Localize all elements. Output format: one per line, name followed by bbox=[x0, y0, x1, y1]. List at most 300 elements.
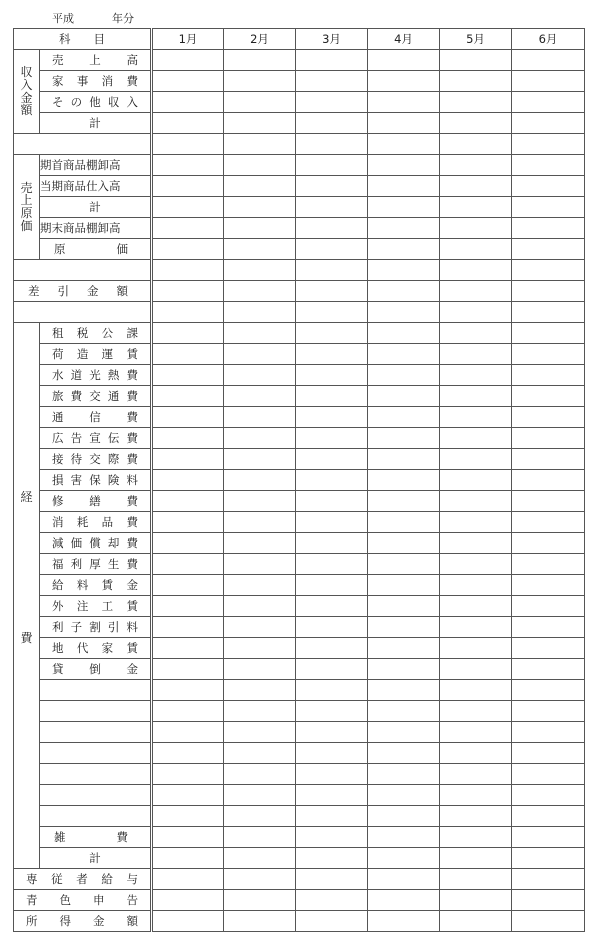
justified-label bbox=[40, 514, 150, 530]
amount-cell[interactable] bbox=[368, 575, 440, 596]
amount-cell[interactable] bbox=[296, 575, 368, 596]
amount-cell[interactable] bbox=[296, 869, 368, 890]
amount-cell[interactable] bbox=[440, 911, 512, 932]
amount-cell[interactable] bbox=[368, 239, 440, 260]
amount-cell[interactable] bbox=[512, 428, 585, 449]
amount-cell[interactable] bbox=[224, 113, 296, 134]
amount-cell[interactable] bbox=[296, 281, 368, 302]
amount-cell[interactable] bbox=[152, 533, 224, 554]
label-char: 費 bbox=[126, 494, 138, 508]
amount-cell[interactable] bbox=[152, 92, 224, 113]
amount-cell[interactable] bbox=[152, 134, 224, 155]
cost-item: 当期商品仕入高 bbox=[40, 176, 152, 197]
amount-cell[interactable] bbox=[224, 806, 296, 827]
amount-cell[interactable] bbox=[512, 722, 585, 743]
amount-cell[interactable] bbox=[296, 848, 368, 869]
amount-cell[interactable] bbox=[296, 890, 368, 911]
amount-cell[interactable] bbox=[368, 638, 440, 659]
amount-cell[interactable] bbox=[512, 176, 585, 197]
amount-cell[interactable] bbox=[512, 764, 585, 785]
amount-cell[interactable] bbox=[152, 701, 224, 722]
amount-cell[interactable] bbox=[368, 281, 440, 302]
amount-cell[interactable] bbox=[368, 806, 440, 827]
amount-cell[interactable] bbox=[224, 869, 296, 890]
amount-cell[interactable] bbox=[296, 722, 368, 743]
amount-cell[interactable] bbox=[512, 365, 585, 386]
amount-cell[interactable] bbox=[296, 911, 368, 932]
amount-cell[interactable] bbox=[224, 71, 296, 92]
label-char: 償 bbox=[89, 536, 101, 550]
amount-cell[interactable] bbox=[152, 302, 224, 323]
expense-item bbox=[40, 386, 152, 407]
amount-cell[interactable] bbox=[152, 911, 224, 932]
amount-cell[interactable] bbox=[224, 260, 296, 281]
amount-cell[interactable] bbox=[440, 848, 512, 869]
amount-cell[interactable] bbox=[440, 281, 512, 302]
amount-cell[interactable] bbox=[512, 785, 585, 806]
table-row bbox=[14, 344, 585, 365]
table-row bbox=[14, 113, 585, 134]
amount-cell[interactable] bbox=[152, 722, 224, 743]
amount-cell[interactable] bbox=[224, 512, 296, 533]
amount-cell[interactable] bbox=[224, 134, 296, 155]
amount-cell[interactable] bbox=[296, 680, 368, 701]
label-char: 費 bbox=[126, 452, 138, 466]
amount-cell[interactable] bbox=[368, 344, 440, 365]
amount-cell[interactable] bbox=[512, 302, 585, 323]
amount-cell[interactable] bbox=[368, 302, 440, 323]
amount-cell[interactable] bbox=[512, 890, 585, 911]
amount-cell[interactable] bbox=[512, 71, 585, 92]
amount-cell[interactable] bbox=[440, 533, 512, 554]
amount-cell[interactable] bbox=[440, 239, 512, 260]
amount-cell[interactable] bbox=[440, 722, 512, 743]
amount-cell[interactable] bbox=[152, 554, 224, 575]
amount-cell[interactable] bbox=[440, 575, 512, 596]
label-char: 代 bbox=[76, 641, 89, 655]
amount-cell[interactable] bbox=[152, 638, 224, 659]
amount-cell[interactable] bbox=[224, 743, 296, 764]
justified-label bbox=[14, 283, 150, 299]
amount-cell[interactable] bbox=[512, 155, 585, 176]
label-char: 光 bbox=[89, 368, 101, 382]
amount-cell[interactable] bbox=[152, 680, 224, 701]
amount-cell[interactable] bbox=[512, 239, 585, 260]
amount-cell[interactable] bbox=[512, 848, 585, 869]
table-row bbox=[14, 365, 585, 386]
label-char: 宣 bbox=[89, 431, 101, 445]
amount-cell[interactable] bbox=[440, 365, 512, 386]
amount-cell[interactable] bbox=[440, 827, 512, 848]
amount-cell[interactable] bbox=[512, 533, 585, 554]
amount-cell[interactable] bbox=[152, 239, 224, 260]
amount-cell[interactable] bbox=[152, 218, 224, 239]
amount-cell[interactable] bbox=[224, 680, 296, 701]
amount-cell[interactable] bbox=[224, 386, 296, 407]
amount-cell[interactable] bbox=[296, 491, 368, 512]
amount-cell[interactable] bbox=[440, 869, 512, 890]
amount-cell[interactable] bbox=[440, 554, 512, 575]
amount-cell[interactable] bbox=[440, 491, 512, 512]
amount-cell[interactable] bbox=[296, 743, 368, 764]
month-header: 2月 bbox=[224, 29, 296, 50]
amount-cell[interactable] bbox=[296, 827, 368, 848]
amount-cell[interactable] bbox=[440, 449, 512, 470]
amount-cell[interactable] bbox=[512, 470, 585, 491]
amount-cell[interactable] bbox=[152, 428, 224, 449]
amount-cell[interactable] bbox=[152, 827, 224, 848]
amount-cell[interactable] bbox=[368, 659, 440, 680]
amount-cell[interactable] bbox=[512, 449, 585, 470]
amount-cell[interactable] bbox=[224, 50, 296, 71]
table-row bbox=[14, 785, 585, 806]
label-char: 給 bbox=[101, 872, 113, 886]
amount-cell[interactable] bbox=[224, 596, 296, 617]
amount-cell[interactable] bbox=[296, 71, 368, 92]
amount-cell[interactable] bbox=[512, 554, 585, 575]
amount-cell[interactable] bbox=[152, 848, 224, 869]
amount-cell[interactable] bbox=[296, 701, 368, 722]
amount-cell[interactable] bbox=[224, 554, 296, 575]
amount-cell[interactable] bbox=[440, 617, 512, 638]
amount-cell[interactable] bbox=[152, 281, 224, 302]
amount-cell[interactable] bbox=[152, 890, 224, 911]
expense-misc bbox=[40, 827, 152, 848]
label-char: 申 bbox=[93, 893, 105, 907]
amount-cell[interactable] bbox=[296, 638, 368, 659]
label-char: 減 bbox=[52, 536, 64, 550]
amount-cell[interactable] bbox=[224, 722, 296, 743]
amount-cell[interactable] bbox=[512, 911, 585, 932]
label-char: 耗 bbox=[76, 515, 89, 529]
amount-cell[interactable] bbox=[224, 239, 296, 260]
amount-cell[interactable] bbox=[512, 344, 585, 365]
amount-cell[interactable] bbox=[368, 197, 440, 218]
amount-cell[interactable] bbox=[224, 323, 296, 344]
amount-cell[interactable] bbox=[224, 785, 296, 806]
amount-cell[interactable] bbox=[224, 197, 296, 218]
amount-cell[interactable] bbox=[440, 218, 512, 239]
amount-cell[interactable] bbox=[152, 470, 224, 491]
amount-cell[interactable] bbox=[512, 680, 585, 701]
amount-cell[interactable] bbox=[296, 428, 368, 449]
amount-cell[interactable] bbox=[512, 512, 585, 533]
amount-cell[interactable] bbox=[152, 386, 224, 407]
amount-cell[interactable] bbox=[440, 92, 512, 113]
label-char: 金 bbox=[126, 662, 138, 676]
amount-cell[interactable] bbox=[440, 701, 512, 722]
amount-cell[interactable] bbox=[296, 155, 368, 176]
amount-cell[interactable] bbox=[368, 701, 440, 722]
amount-cell[interactable] bbox=[152, 197, 224, 218]
amount-cell[interactable] bbox=[512, 869, 585, 890]
amount-cell[interactable] bbox=[224, 176, 296, 197]
label-char: 与 bbox=[126, 872, 138, 886]
amount-cell[interactable] bbox=[368, 680, 440, 701]
table-row bbox=[14, 50, 585, 71]
label-char: 利 bbox=[52, 620, 64, 634]
amount-cell[interactable] bbox=[512, 491, 585, 512]
amount-cell[interactable] bbox=[296, 470, 368, 491]
amount-cell[interactable] bbox=[224, 365, 296, 386]
amount-cell[interactable] bbox=[512, 701, 585, 722]
amount-cell[interactable] bbox=[512, 827, 585, 848]
amount-cell[interactable] bbox=[512, 281, 585, 302]
amount-cell[interactable] bbox=[512, 323, 585, 344]
amount-cell[interactable] bbox=[296, 218, 368, 239]
amount-cell[interactable] bbox=[224, 302, 296, 323]
justified-label bbox=[40, 535, 150, 551]
amount-cell[interactable] bbox=[152, 764, 224, 785]
amount-cell[interactable] bbox=[224, 617, 296, 638]
amount-cell[interactable] bbox=[440, 512, 512, 533]
group-char: 収 bbox=[20, 65, 33, 80]
amount-cell[interactable] bbox=[152, 596, 224, 617]
amount-cell[interactable] bbox=[296, 50, 368, 71]
amount-cell[interactable] bbox=[440, 743, 512, 764]
amount-cell[interactable] bbox=[152, 71, 224, 92]
label-char: 価 bbox=[116, 242, 128, 256]
amount-cell[interactable] bbox=[440, 302, 512, 323]
label-char: 入 bbox=[126, 95, 138, 109]
amount-cell[interactable] bbox=[368, 869, 440, 890]
amount-cell[interactable] bbox=[512, 134, 585, 155]
amount-cell[interactable] bbox=[224, 407, 296, 428]
amount-cell[interactable] bbox=[224, 449, 296, 470]
amount-cell[interactable] bbox=[152, 449, 224, 470]
amount-cell[interactable] bbox=[440, 470, 512, 491]
amount-cell[interactable] bbox=[512, 806, 585, 827]
table-row bbox=[14, 386, 585, 407]
amount-cell[interactable] bbox=[440, 638, 512, 659]
amount-cell[interactable] bbox=[224, 659, 296, 680]
amount-cell[interactable] bbox=[152, 743, 224, 764]
amount-cell[interactable] bbox=[512, 218, 585, 239]
amount-cell[interactable] bbox=[440, 176, 512, 197]
amount-cell[interactable] bbox=[224, 218, 296, 239]
amount-cell[interactable] bbox=[152, 617, 224, 638]
label-char: 雑 bbox=[54, 830, 66, 844]
amount-cell[interactable] bbox=[296, 785, 368, 806]
amount-cell[interactable] bbox=[296, 533, 368, 554]
amount-cell[interactable] bbox=[368, 722, 440, 743]
table-row bbox=[14, 260, 585, 281]
amount-cell[interactable] bbox=[440, 806, 512, 827]
label-char: 子 bbox=[70, 620, 83, 634]
amount-cell[interactable] bbox=[224, 701, 296, 722]
amount-cell[interactable] bbox=[512, 659, 585, 680]
amount-cell[interactable] bbox=[224, 638, 296, 659]
amount-cell[interactable] bbox=[368, 113, 440, 134]
label-char: 金 bbox=[126, 578, 138, 592]
amount-cell[interactable] bbox=[440, 260, 512, 281]
ledger-table bbox=[13, 28, 585, 932]
amount-cell[interactable] bbox=[152, 512, 224, 533]
amount-cell[interactable] bbox=[368, 890, 440, 911]
amount-cell[interactable] bbox=[368, 848, 440, 869]
amount-cell[interactable] bbox=[224, 890, 296, 911]
expense-blank-label bbox=[40, 743, 152, 764]
amount-cell[interactable] bbox=[152, 365, 224, 386]
cost-item: 期首商品棚卸高 bbox=[40, 155, 152, 176]
amount-cell[interactable] bbox=[512, 575, 585, 596]
amount-cell[interactable] bbox=[296, 764, 368, 785]
amount-cell[interactable] bbox=[152, 155, 224, 176]
amount-cell[interactable] bbox=[512, 92, 585, 113]
amount-cell[interactable] bbox=[224, 911, 296, 932]
amount-cell[interactable] bbox=[224, 344, 296, 365]
amount-cell[interactable] bbox=[296, 554, 368, 575]
amount-cell[interactable] bbox=[224, 533, 296, 554]
income-total: 計 bbox=[40, 113, 152, 134]
amount-cell[interactable] bbox=[224, 764, 296, 785]
amount-cell[interactable] bbox=[224, 575, 296, 596]
amount-cell[interactable] bbox=[368, 428, 440, 449]
amount-cell[interactable] bbox=[512, 113, 585, 134]
amount-cell[interactable] bbox=[512, 617, 585, 638]
amount-cell[interactable] bbox=[296, 596, 368, 617]
amount-cell[interactable] bbox=[296, 134, 368, 155]
amount-cell[interactable] bbox=[440, 197, 512, 218]
amount-cell[interactable] bbox=[368, 512, 440, 533]
amount-cell[interactable] bbox=[368, 491, 440, 512]
amount-cell[interactable] bbox=[152, 407, 224, 428]
amount-cell[interactable] bbox=[440, 428, 512, 449]
amount-cell[interactable] bbox=[368, 596, 440, 617]
amount-cell[interactable] bbox=[368, 260, 440, 281]
amount-cell[interactable] bbox=[440, 113, 512, 134]
amount-cell[interactable] bbox=[296, 323, 368, 344]
amount-cell[interactable] bbox=[440, 659, 512, 680]
amount-cell[interactable] bbox=[368, 785, 440, 806]
amount-cell[interactable] bbox=[512, 50, 585, 71]
amount-cell[interactable] bbox=[368, 764, 440, 785]
amount-cell[interactable] bbox=[152, 491, 224, 512]
amount-cell[interactable] bbox=[296, 806, 368, 827]
amount-cell[interactable] bbox=[440, 785, 512, 806]
amount-cell[interactable] bbox=[440, 407, 512, 428]
amount-cell[interactable] bbox=[296, 659, 368, 680]
amount-cell[interactable] bbox=[368, 554, 440, 575]
amount-cell[interactable] bbox=[224, 827, 296, 848]
amount-cell[interactable] bbox=[368, 50, 440, 71]
amount-cell[interactable] bbox=[368, 449, 440, 470]
amount-cell[interactable] bbox=[440, 680, 512, 701]
amount-cell[interactable] bbox=[440, 386, 512, 407]
amount-cell[interactable] bbox=[368, 743, 440, 764]
amount-cell[interactable] bbox=[368, 134, 440, 155]
amount-cell[interactable] bbox=[152, 113, 224, 134]
amount-cell[interactable] bbox=[152, 260, 224, 281]
amount-cell[interactable] bbox=[440, 50, 512, 71]
amount-cell[interactable] bbox=[440, 323, 512, 344]
amount-cell[interactable] bbox=[368, 176, 440, 197]
amount-cell[interactable] bbox=[224, 281, 296, 302]
amount-cell[interactable] bbox=[368, 827, 440, 848]
amount-cell[interactable] bbox=[512, 260, 585, 281]
amount-cell[interactable] bbox=[296, 512, 368, 533]
amount-cell[interactable] bbox=[296, 365, 368, 386]
amount-cell[interactable] bbox=[368, 365, 440, 386]
label-char: 売 bbox=[52, 53, 64, 67]
amount-cell[interactable] bbox=[224, 470, 296, 491]
amount-cell[interactable] bbox=[368, 533, 440, 554]
amount-cell[interactable] bbox=[296, 386, 368, 407]
amount-cell[interactable] bbox=[440, 155, 512, 176]
amount-cell[interactable] bbox=[368, 218, 440, 239]
amount-cell[interactable] bbox=[152, 50, 224, 71]
amount-cell[interactable] bbox=[152, 806, 224, 827]
justified-label bbox=[40, 367, 150, 383]
amount-cell[interactable] bbox=[296, 344, 368, 365]
amount-cell[interactable] bbox=[152, 785, 224, 806]
amount-cell[interactable] bbox=[224, 92, 296, 113]
amount-cell[interactable] bbox=[296, 302, 368, 323]
table-row bbox=[14, 827, 585, 848]
amount-cell[interactable] bbox=[512, 386, 585, 407]
amount-cell[interactable] bbox=[296, 197, 368, 218]
amount-cell[interactable] bbox=[440, 764, 512, 785]
amount-cell[interactable] bbox=[296, 92, 368, 113]
expense-item bbox=[40, 449, 152, 470]
amount-cell[interactable] bbox=[440, 890, 512, 911]
amount-cell[interactable] bbox=[296, 176, 368, 197]
amount-cell[interactable] bbox=[368, 92, 440, 113]
amount-cell[interactable] bbox=[152, 323, 224, 344]
amount-cell[interactable] bbox=[512, 197, 585, 218]
label-char: 収 bbox=[107, 95, 120, 109]
amount-cell[interactable] bbox=[152, 869, 224, 890]
amount-cell[interactable] bbox=[440, 596, 512, 617]
amount-cell[interactable] bbox=[512, 743, 585, 764]
amount-cell[interactable] bbox=[152, 575, 224, 596]
amount-cell[interactable] bbox=[368, 71, 440, 92]
label-char: 費 bbox=[126, 410, 138, 424]
amount-cell[interactable] bbox=[368, 617, 440, 638]
amount-cell[interactable] bbox=[368, 470, 440, 491]
justified-label bbox=[40, 388, 150, 404]
amount-cell[interactable] bbox=[296, 449, 368, 470]
amount-cell[interactable] bbox=[224, 428, 296, 449]
amount-cell[interactable] bbox=[296, 407, 368, 428]
amount-cell[interactable] bbox=[368, 911, 440, 932]
amount-cell[interactable] bbox=[152, 659, 224, 680]
amount-cell[interactable] bbox=[368, 155, 440, 176]
amount-cell[interactable] bbox=[368, 386, 440, 407]
amount-cell[interactable] bbox=[296, 260, 368, 281]
justified-label bbox=[40, 94, 150, 110]
amount-cell[interactable] bbox=[440, 71, 512, 92]
amount-cell[interactable] bbox=[152, 176, 224, 197]
amount-cell[interactable] bbox=[512, 638, 585, 659]
amount-cell[interactable] bbox=[512, 407, 585, 428]
table-row bbox=[14, 176, 585, 197]
amount-cell[interactable] bbox=[440, 344, 512, 365]
amount-cell[interactable] bbox=[296, 113, 368, 134]
amount-cell[interactable] bbox=[512, 596, 585, 617]
amount-cell[interactable] bbox=[368, 407, 440, 428]
amount-cell[interactable] bbox=[152, 344, 224, 365]
amount-cell[interactable] bbox=[224, 848, 296, 869]
amount-cell[interactable] bbox=[440, 134, 512, 155]
amount-cell[interactable] bbox=[224, 491, 296, 512]
amount-cell[interactable] bbox=[296, 617, 368, 638]
label-char: 引 bbox=[107, 620, 120, 634]
label-char: 際 bbox=[107, 452, 120, 466]
amount-cell[interactable] bbox=[368, 323, 440, 344]
amount-cell[interactable] bbox=[296, 239, 368, 260]
amount-cell[interactable] bbox=[224, 155, 296, 176]
